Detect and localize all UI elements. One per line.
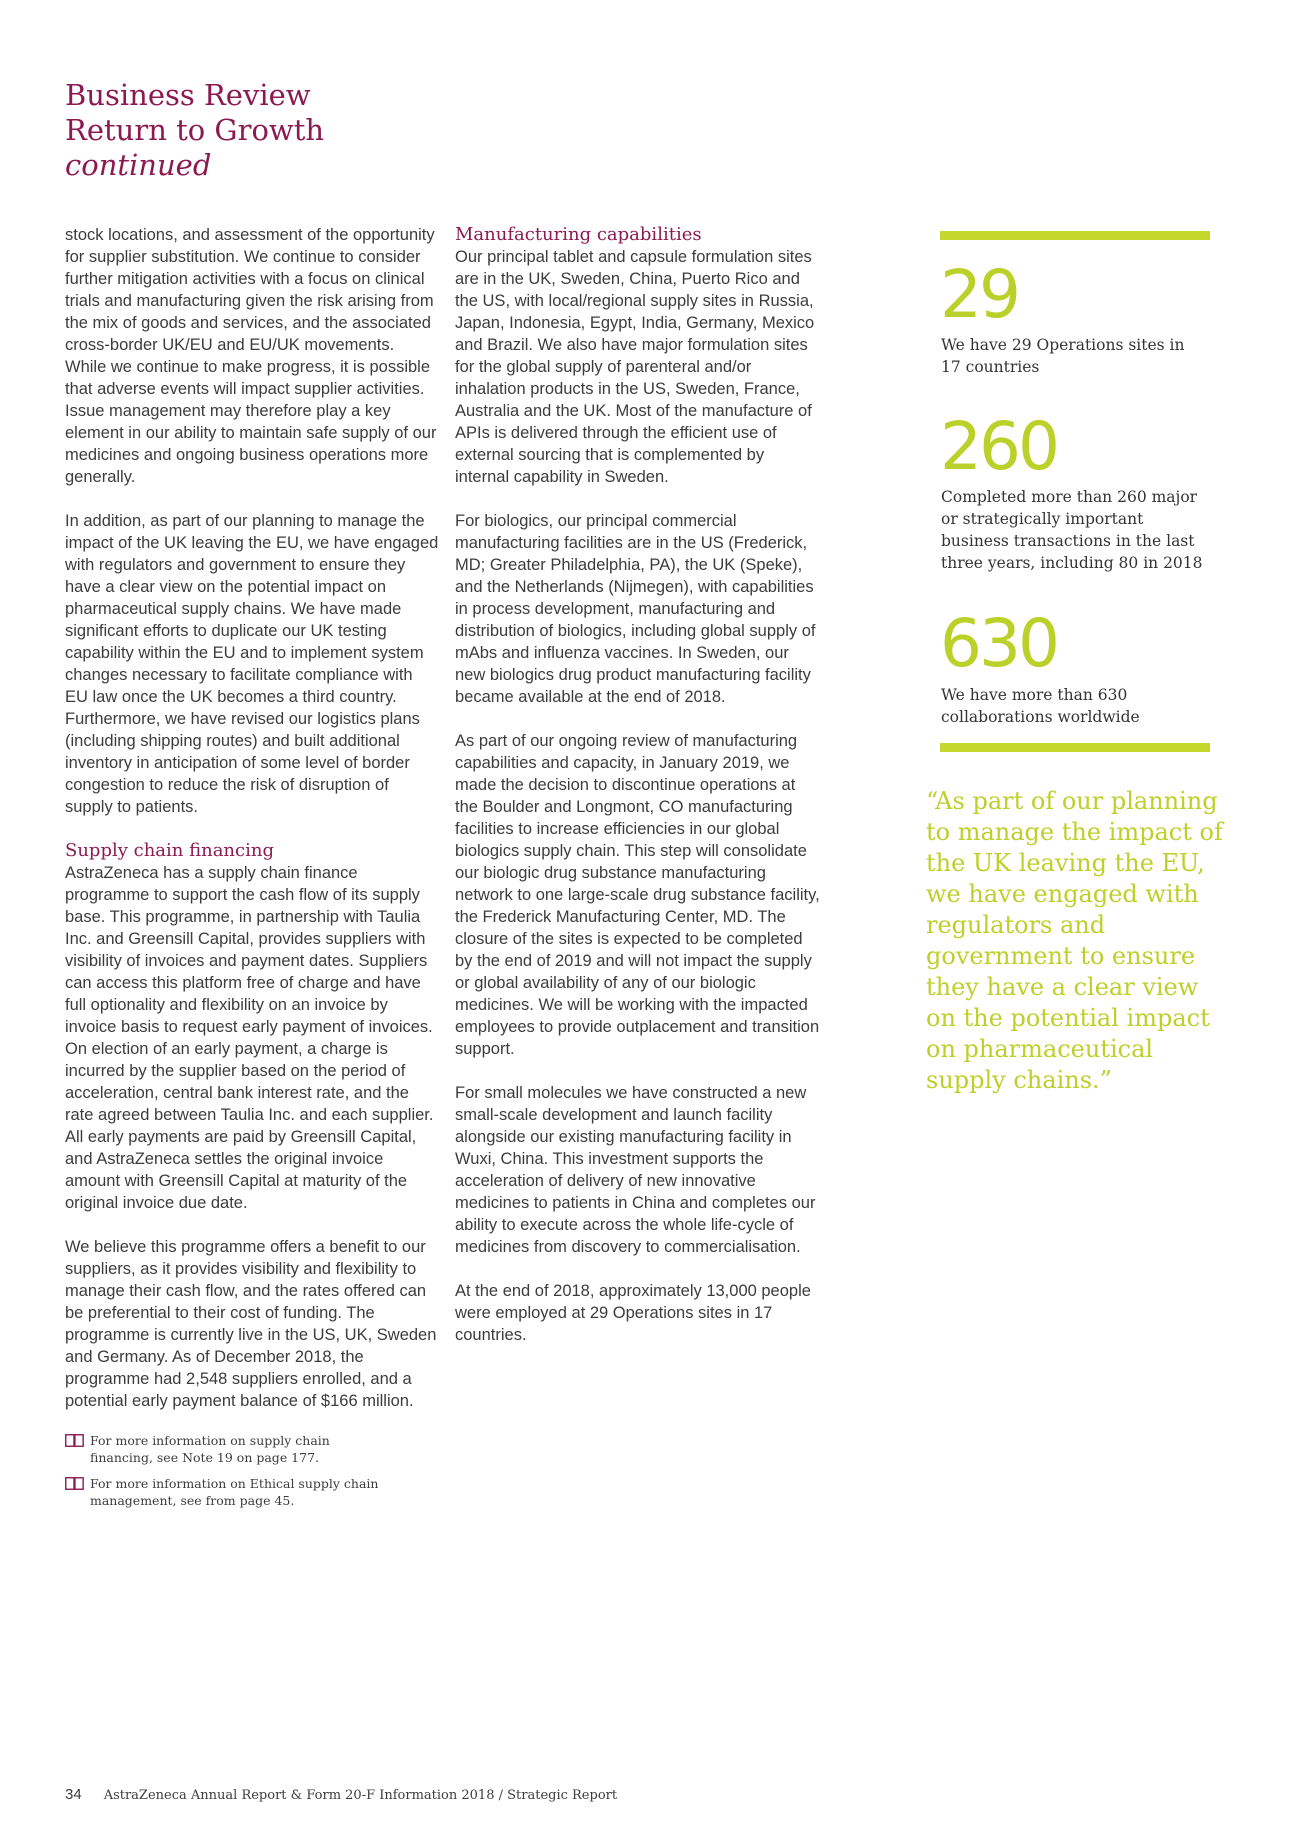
- title-line-return-to-growth: Return to Growth: [65, 113, 325, 147]
- stat-number-collaborations: 630: [940, 605, 1057, 682]
- reference-note-text: For more information on Ethical supply chain management, see from page 45.: [90, 1476, 379, 1508]
- column-middle: [455, 224, 820, 1368]
- paragraph: Our principal tablet and capsule formulation sites are in the UK, Sweden, China, Puerto Rico and the US, with local/regional supply sites in Russia, Japan, Indonesia, Egypt, India, Germany, Mexico and Brazil. We also have major formulation sites for the global supply of parenteral and/or inhalation products in the US, Sweden, France, Australia and the UK. Most of the manufacture of APIs is delivered through the efficient use of external sourcing that is complemented by internal capability in Sweden.: [455, 248, 815, 486]
- stat-description-transactions: Completed more than 260 major or strategically important business transactions in the last three years, including 80 in 2018: [941, 488, 1203, 572]
- title-line-business-review: Business Review: [65, 78, 311, 112]
- paragraph: We believe this programme offers a benefit to our suppliers, as it provides visibility and flexibility to manage their cash flow, and the rates offered can be preferential to their cost of funding. The programme is currently live in the US, UK, Sweden and Germany. As of December 2018, the programme had 2,548 suppliers enrolled, and a potential early payment balance of $166 million.: [65, 1238, 437, 1410]
- paragraph: For biologics, our principal commercial manufacturing facilities are in the US (Frederick, MD; Greater Philadelphia, PA), the UK (Speke), and the Netherlands (Nijmegen), with capabilities in process development, manufacturing and distribution of biologics, including global supply of mAbs and influenza vaccines. In Sweden, our new biologics drug product manufacturing facility became available at the end of 2018.: [455, 512, 816, 706]
- divider-bottom: [940, 743, 1210, 752]
- page-title: [65, 78, 324, 183]
- reference-note-text: For more information on supply chain financing, see Note 19 on page 177.: [90, 1433, 330, 1465]
- book-icon: [65, 1434, 84, 1447]
- page-number: 34: [65, 1786, 82, 1803]
- book-icon: [65, 1477, 84, 1490]
- pull-quote: “As part of our planning to manage the impact of the UK leaving the EU, we have engaged with regulators and government to ensure they have a clear view on the potential impact on pharmaceutical supply chains.”: [926, 787, 1223, 1094]
- section-heading-supply-chain-financing: Supply chain financing: [65, 840, 274, 861]
- reference-note-ethical-supply-chain[interactable]: [65, 1475, 440, 1509]
- title-line-continued: continued: [65, 148, 212, 182]
- paragraph: At the end of 2018, approximately 13,000 people were employed at 29 Operations sites in 17 countries.: [455, 1282, 811, 1344]
- page-footer: [65, 1786, 617, 1803]
- section-heading-manufacturing-capabilities: Manufacturing capabilities: [455, 224, 702, 245]
- reference-note-supply-chain-financing[interactable]: [65, 1432, 440, 1466]
- stat-number-transactions: 260: [940, 408, 1057, 485]
- paragraph: For small molecules we have constructed a new small-scale development and launch facility alongside our existing manufacturing facility in Wuxi, China. This investment supports the acceleration of delivery of new innovative medicines to patients in China and completes our ability to execute across the whole life-cycle of medicines from discovery to commercialisation.: [455, 1084, 816, 1256]
- divider-top: [940, 231, 1210, 240]
- stat-number-operations-sites: 29: [940, 256, 1018, 333]
- stat-description-collaborations: We have more than 630 collaborations worldwide: [941, 686, 1140, 726]
- paragraph: In addition, as part of our planning to manage the impact of the UK leaving the EU, we have engaged with regulators and government to ensure they have a clear view on the potential impact on pharmaceutical supply chains. We have made significant efforts to duplicate our UK testing capability within the EU and to implement system changes necessary to facilitate compliance with EU law once the UK becomes a third country. Furthermore, we have revised our logistics plans (including shipping routes) and built additional inventory in anticipation of some level of border congestion to reduce the risk of disruption of supply to patients.: [65, 512, 439, 816]
- stat-description-operations-sites: We have 29 Operations sites in 17 countries: [941, 336, 1185, 376]
- paragraph: As part of our ongoing review of manufacturing capabilities and capacity, in January 2019, we made the decision to discontinue operations at the Boulder and Longmont, CO manufacturing facilities to increase efficiencies in our global biologics supply chain. This step will consolidate our biologic drug substance manufacturing network to one large-scale drug substance facility, the Frederick Manufacturing Center, MD. The closure of the sites is expected to be completed by the end of 2019 and will not impact the supply or global availability of any of our biologic medicines. We will be working with the impacted employees to provide outplacement and transition support.: [455, 732, 820, 1058]
- paragraph: stock locations, and assessment of the opportunity for supplier substitution. We continue to consider further mitigation activities with a focus on clinical trials and manufacturing given the risk arising from the mix of goods and services, and the associated cross-border UK/EU and EU/UK movements. While we continue to make progress, it is possible that adverse events will impact supplier activities. Issue management may therefore play a key element in our ability to maintain safe supply of our medicines and ongoing business operations more generally.: [65, 226, 437, 486]
- column-left: [65, 224, 440, 1509]
- paragraph: AstraZeneca has a supply chain finance programme to support the cash flow of its supply base. This programme, in partnership with Taulia Inc. and Greensill Capital, provides suppliers with visibility of invoices and payment dates. Suppliers can access this platform free of charge and have full optionality and flexibility on an invoice by invoice basis to request early payment of invoices. On election of an early payment, a charge is incurred by the supplier based on the period of acceleration, central bank interest rate, and the rate agreed between Taulia Inc. and each supplier. All early payments are paid by Greensill Capital, and AstraZeneca settles the original invoice amount with Greensill Capital at maturity of the original invoice due date.: [65, 864, 434, 1212]
- footer-publication-title: AstraZeneca Annual Report & Form 20-F Information 2018 / Strategic Report: [103, 1788, 618, 1803]
